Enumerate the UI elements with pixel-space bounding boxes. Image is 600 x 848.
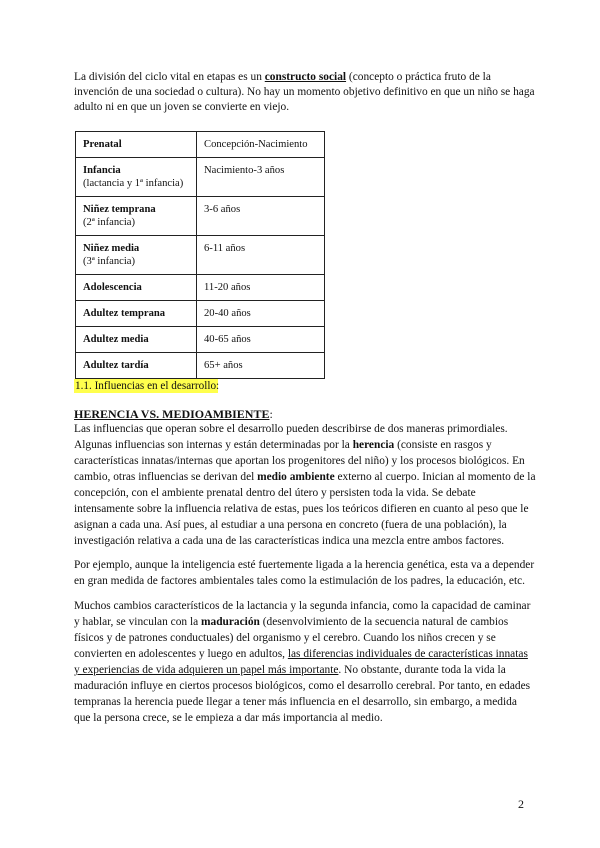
page-number: 2 — [518, 797, 524, 811]
intro-keyword: constructo social — [264, 71, 347, 83]
stage-row — [76, 236, 325, 275]
stage-age: 20-40 años — [197, 301, 325, 327]
stage-subtitle: (3ª infancia) — [83, 256, 136, 267]
stage-age: 6-11 años — [197, 236, 325, 275]
intro-paragraph — [74, 70, 536, 115]
stage-name-cell — [76, 301, 197, 327]
paragraph-text: externo al cuerpo. Inician al momento de la concepción, con el ambiente prenatal dentro del útero y persisten toda la vida. Se debate intensamente sobre la influencia relativa de estas, pues los teóricos difieren en cuanto al peso que le asignan a cada una. Así pues, al estudiar a una persona en concreto (fuera de una población), la investigación relativa a cada una de las características indica una mezcla entre ambos factores. — [74, 471, 536, 547]
stage-row — [76, 301, 325, 327]
stage-row — [76, 132, 325, 158]
stage-name: Adultez media — [83, 334, 149, 345]
paragraph-text: (consiste en rasgos y características innatas/internas que aportan los progenitores del niño) y los procesos biológicos. En cambio, otras influencias se derivan del — [74, 439, 525, 483]
stage-name-cell — [76, 275, 197, 301]
paragraph-text: Las influencias que operan sobre el desarrollo pueden describirse de dos maneras primordiales. Algunas influencias son internas y están determinadas por la — [74, 423, 508, 451]
stage-age: 40-65 años — [197, 327, 325, 353]
stage-name-cell — [76, 353, 197, 379]
subheading — [74, 407, 273, 422]
stage-name: Prenatal — [83, 139, 122, 150]
stage-row — [76, 327, 325, 353]
stage-subtitle: (lactancia y 1ª infancia) — [83, 178, 184, 189]
subheading-suffix: : — [269, 407, 273, 421]
stage-name-cell — [76, 197, 197, 236]
paragraph-example: Por ejemplo, aunque la inteligencia esté fuertemente ligada a la herencia genética, esta va a depender en gran medida de factores ambientales tales como la estimulación de los padres, la educación, etc. — [74, 559, 535, 587]
paragraph-text: Muchos cambios característicos de la lactancia y la segunda infancia, como la capacidad de caminar y hablar, se vinculan con la — [74, 600, 531, 628]
subheading-text: HERENCIA VS. MEDIOAMBIENTE — [74, 407, 270, 421]
stage-name: Adultez temprana — [83, 308, 166, 319]
stage-age: Nacimiento-3 años — [197, 158, 325, 197]
stage-name-cell — [76, 236, 197, 275]
stage-name: Adultez tardía — [83, 360, 149, 371]
stage-row — [76, 197, 325, 236]
stage-name: Niñez media — [83, 243, 140, 254]
paragraph-text: (desenvolvimiento de la secuencia natural de cambios físicos y de patrones conductuales) del organismo y el cerebro. Cuando los niños crecen y se convierten en adolescentes y luego en adultos, — [74, 616, 509, 660]
intro-text: (concepto o práctica fruto de la invención de una sociedad o cultura). No hay un momento objetivo definitivo en que un niño se haga adulto ni en que un joven se convierte en viejo. — [74, 71, 535, 113]
underlined-text: las diferencias individuales de características innatas y experiencias de vida adquieren un papel más importante — [74, 648, 528, 676]
stage-age: 11-20 años — [197, 275, 325, 301]
intro-text: La división del ciclo vital en etapas es un — [74, 71, 265, 83]
stage-subtitle: (2ª infancia) — [83, 217, 136, 228]
stage-age: 65+ años — [197, 353, 325, 379]
paragraph-maturation — [74, 598, 536, 726]
keyword-medio-ambiente: medio ambiente — [257, 471, 335, 483]
section-heading: 1.1. Influencias en el desarrollo: — [75, 380, 220, 392]
stage-row — [76, 158, 325, 197]
keyword-herencia: herencia — [352, 439, 395, 451]
keyword-maduracion: maduración — [201, 616, 260, 628]
paragraph-heredity — [74, 421, 536, 549]
stage-age: Concepción-Nacimiento — [197, 132, 325, 158]
stage-row — [76, 353, 325, 379]
stage-name-cell — [76, 327, 197, 353]
life-stages-table — [75, 131, 325, 379]
stage-name: Niñez temprana — [83, 204, 156, 215]
stage-name-cell — [76, 132, 197, 158]
stage-name: Infancia — [83, 165, 121, 176]
stage-name: Adolescencia — [83, 282, 142, 293]
stage-row — [76, 275, 325, 301]
stage-age: 3-6 años — [197, 197, 325, 236]
stage-name-cell — [76, 158, 197, 197]
paragraph-text: . No obstante, durante toda la vida la maduración influye en ciertos procesos biológicos, como el desarrollo cerebral. Por tanto, en edades tempranas la herencia puede llegar a tener más influencia en el desarrollo, sin embargo, a medida que la persona crece, se le empieza a dar más importancia al medio. — [74, 664, 531, 724]
